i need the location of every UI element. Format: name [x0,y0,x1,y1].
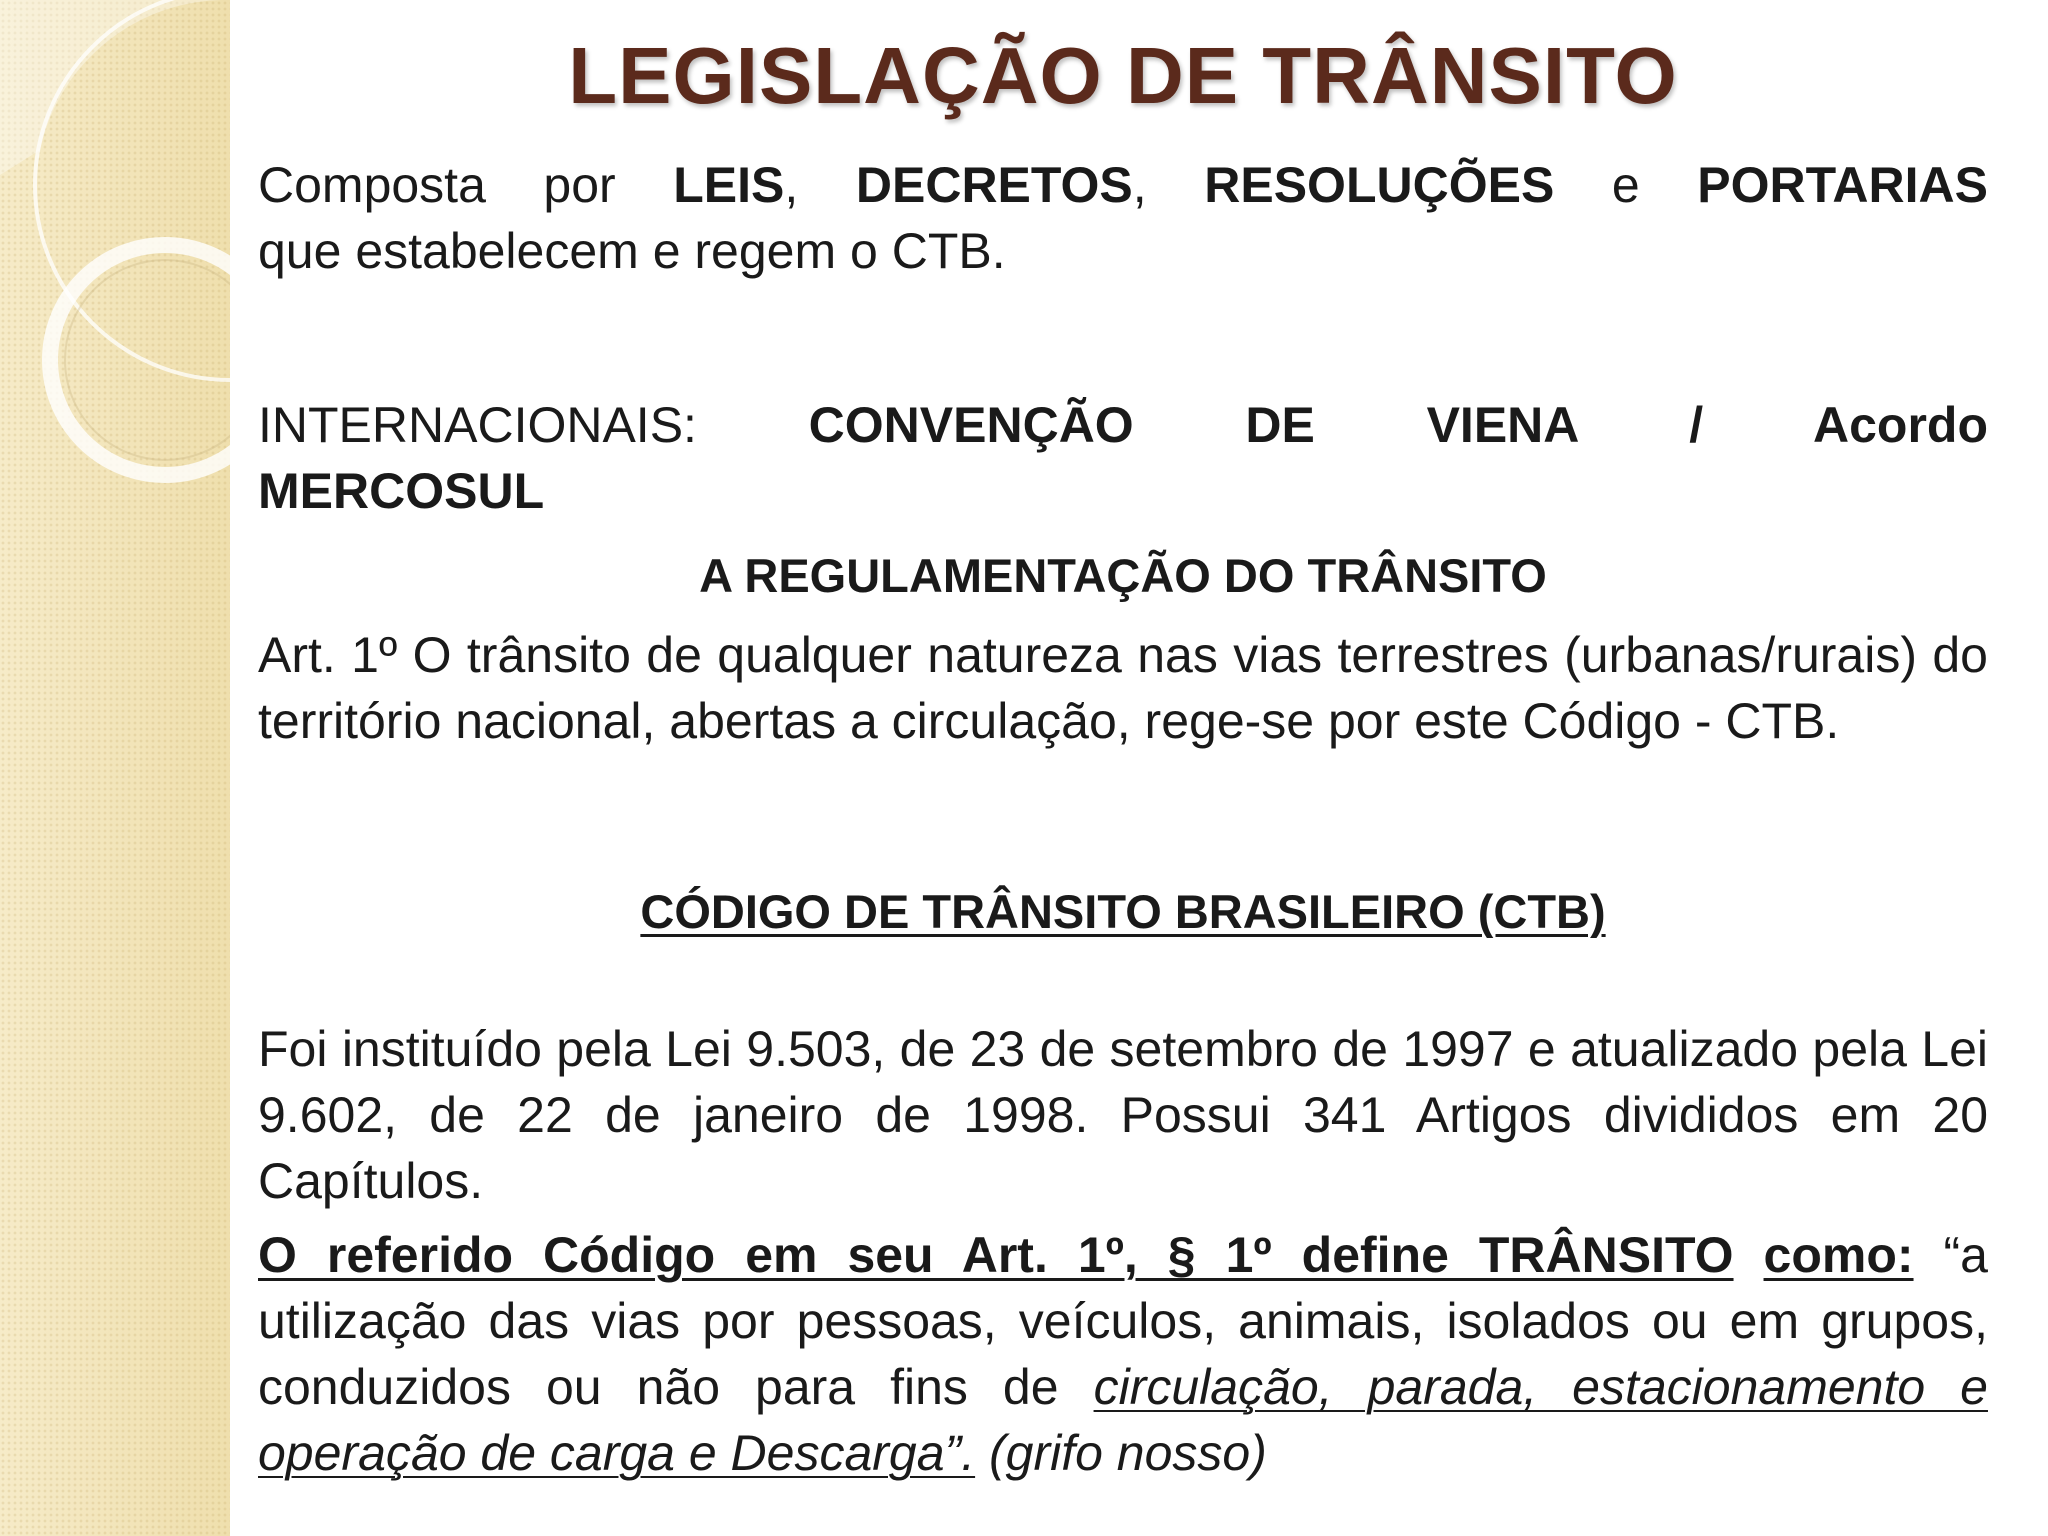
definition-quote: “a utilização das vias por pessoas, veículos, animais, isolados ou em grupos, conduzidos ou não para fins de [258,1227,1988,1415]
international-label: INTERNACIONAIS: [258,397,697,453]
comma: , [1132,157,1147,213]
resolucoes-term: RESOLUÇÕES [1204,157,1555,213]
leis-term: LEIS [673,157,785,213]
regulation-heading: A REGULAMENTAÇÃO DO TRÂNSITO [699,549,1547,602]
slide-content [258,0,1988,1536]
international-line2 [258,458,1988,524]
definition-como: como: [1763,1227,1914,1283]
composition-prefix: Composta por [258,157,616,213]
international-line1 [258,392,1988,458]
definition-note: (grifo nosso) [989,1425,1267,1481]
ctb-heading: CÓDIGO DE TRÂNSITO BRASILEIRO (CTB) [640,885,1606,938]
portarias-term: PORTARIAS [1697,157,1988,213]
composition-line2: que estabelecem e regem o CTB. [258,223,1006,279]
slide-title: LEGISLAÇÃO DE TRÂNSITO [568,31,1678,120]
comma: , [784,157,799,213]
international-value: CONVENÇÃO DE VIENA / Acordo [808,397,1988,453]
decorative-side-band [0,0,230,1536]
conjunction: e [1611,157,1640,213]
decorative-rings [0,0,230,1536]
mercosul-term: MERCOSUL [258,463,545,519]
institution-text: Foi instituído pela Lei 9.503, de 23 de setembro de 1997 e atualizado pela Lei 9.602, de 22 de janeiro de 1998. Possui 341 Artigos divididos em 20 Capítulos. [258,1021,1988,1209]
definition-text [258,1222,1988,1486]
composition-line1 [258,152,1988,218]
article-text: Art. 1º O trânsito de qualquer natureza nas vias terrestres (urbanas/rurais) do território nacional, abertas a circulação, rege-se por este Código - CTB. [258,627,1988,749]
definition-lead: O referido Código em seu Art. 1º, § 1º define TRÂNSITO [258,1227,1734,1283]
decretos-term: DECRETOS [855,157,1133,213]
definition-italic: circulação, parada, estacionamento e operação de carga e Descarga”. [258,1359,1988,1481]
